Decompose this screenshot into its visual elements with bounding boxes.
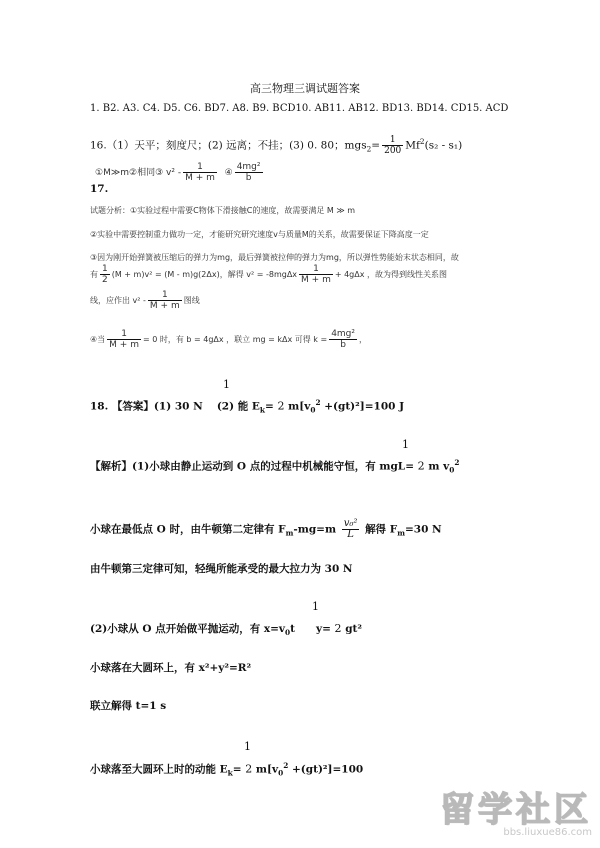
q18-ans-c: m[v	[288, 400, 311, 413]
q17-analysis-line5	[90, 290, 200, 311]
q17-l4-frac-num: 1	[102, 264, 108, 274]
q18-p2-two: 2	[334, 622, 342, 635]
q18-jx-two: 2	[417, 459, 425, 473]
q17-l4-frac	[100, 264, 110, 285]
q18-newton2-a: 小球在最低点 O 时，由牛顿第二定律有 F	[90, 523, 286, 536]
q18-jx-b: m v	[428, 460, 450, 473]
q17-answers	[95, 162, 265, 183]
q18-p2-over: 1	[312, 600, 319, 613]
q18-ans-d: +(gt)²]=100 J	[324, 400, 405, 413]
q16-tail-sup: 2	[419, 137, 425, 146]
q17-frac2-num: 4mg²	[236, 162, 261, 172]
q17-frac1-den: M + m	[185, 173, 215, 183]
q17-l6-frac-num: 1	[107, 329, 141, 340]
q17-frac1-num: 1	[183, 162, 217, 173]
q18-newton2-b: -mg=m	[293, 523, 337, 536]
q17-l6-frac-den: M + m	[109, 340, 139, 350]
q16-fraction	[382, 135, 403, 156]
q16-tail: Mf	[405, 139, 420, 152]
q16-eq: =	[371, 139, 381, 152]
q17-l6-frac	[107, 329, 141, 350]
q17-l6c: ，	[359, 335, 368, 344]
q18-ke-d: +(gt)²]=100	[291, 763, 364, 776]
q17-frac2-den: b	[245, 173, 252, 183]
q18-newton3: 由牛顿第三定律可知，轻绳所能承受的最大拉力为 30 N	[90, 563, 353, 575]
q18-part2: (2)小球从 O 点开始做平抛运动，有 $x=v_0t$ y= 2 gt²	[90, 622, 362, 638]
q18-p2-c: gt²	[345, 623, 362, 635]
q17-analysis-line1: 试题分析：①实验过程中需要C物体下滑接触C的速度，故需要满足 M ≫ m	[90, 206, 356, 215]
q17-analysis-line6	[90, 329, 367, 350]
q18-ke-two: 2	[245, 762, 253, 776]
q17-l6-frac2-num: 4mg²	[331, 329, 356, 339]
q17-l5a: 线，应作出 v² -	[90, 296, 146, 305]
q16-answer	[90, 135, 462, 156]
q16-frac-num: 1	[382, 135, 403, 146]
q18-answer: 18. 【答案】(1) 30 N (2) 能 $E_k= 2$ $m[v_0^2 +(gt)^2]=100$ J	[90, 398, 405, 415]
q17-answers-a: ①M≫m②相同③ v² -	[95, 168, 182, 178]
watermark-logo: 留学社区	[440, 790, 592, 830]
q18-jx-a: 【解析】(1)小球由静止运动到 O 点的过程中机械能守恒，有 mgL=	[90, 460, 414, 473]
q17-l5-frac-den: M + m	[149, 301, 180, 311]
q17-l6-frac2	[329, 329, 357, 350]
q18-ans-two: 2	[277, 399, 285, 413]
q17-label: 17.	[90, 183, 109, 195]
q17-analysis-line2: ②实验中需要控制重力做功一定，才能研究研究速度v与质量M的关系，故需要保证下降高度一定	[90, 230, 429, 239]
q18-ans-b: =	[265, 400, 274, 413]
q17-l6b: = 0 时，有 b = 4gΔx ，联立 mg = kΔx 可得 k =	[142, 335, 328, 344]
q17-l5-frac-num: 1	[148, 290, 182, 301]
page-title: 高三物理三调试题答案	[250, 82, 360, 95]
q18-solve: 联立解得 t=1 s	[90, 700, 167, 712]
q17-l4-frac2	[299, 264, 333, 285]
q18-velocity-fraction	[342, 519, 360, 540]
q18-fracv-num: v₀²	[343, 518, 358, 529]
q17-analysis-line3: ③因为刚开始弹簧被压缩后的弹力为mg，最后弹簧被拉伸的弹力为mg，所以弹性势能始末状态相同，故	[90, 253, 459, 262]
q17-l6-frac2-den: b	[340, 340, 346, 350]
q16-tail2: (s₂ - s₁)	[424, 139, 463, 152]
q17-l5-frac	[148, 290, 182, 311]
q18-fracv-den: L	[347, 529, 354, 540]
q18-p2-a: (2)小球从 O 点开始做平抛运动，有 x=v	[90, 623, 286, 635]
q17-l4-frac-den: 2	[102, 275, 108, 285]
q17-l6a: ④当	[90, 335, 106, 344]
q17-l4-frac2-num: 1	[299, 264, 333, 275]
q18-jx-over: 1	[402, 438, 409, 451]
q18-kinetic-energy: 小球落至大圆环上时的动能 $E_k= 2$ $m[v_0^2 +(gt)^2]=100$	[90, 761, 364, 778]
q18-over-1: 1	[223, 378, 230, 391]
q18-newton2: 小球在最低点 O 时，由牛顿第二定律有 $F_m-mg=m$ $\frac{\text{v₀²}}{L}$ 解得 $F_m=30$ N	[90, 518, 442, 540]
q17-l4c: + 4gΔx ，故为得到线性关系图	[334, 270, 448, 279]
watermark-url: bbs.liuxue86.com	[503, 827, 592, 838]
q17-l4a: 有	[90, 270, 98, 279]
q18-ke-c: m[v	[255, 763, 279, 776]
watermark	[440, 782, 592, 838]
q17-l4-frac2-den: M + m	[301, 275, 331, 285]
multiple-choice-answers: 1. B2. A3. C4. D5. C6. BD7. A8. B9. BCD10. AB11. AB12. BD13. BD14. CD15. ACD	[90, 103, 509, 114]
q18-ke-a: 小球落至大圆环上时的动能 E	[90, 763, 228, 776]
q18-ans-sub: k	[259, 405, 265, 415]
q18-circle: 小球落在大圆环上，有 x²+y²=R²	[90, 662, 252, 674]
q18-ke-over: 1	[244, 740, 251, 753]
q18-analysis-line: 【解析】(1)小球由静止运动到 O 点的过程中机械能守恒，有 mgL= 2 m $v_0^2$	[90, 458, 460, 475]
q16-sub: 2	[366, 144, 372, 154]
q18-ans-a: 18. 【答案】(1) 30 N (2) 能 E	[90, 400, 260, 413]
q17-l5b: 图线	[183, 296, 200, 305]
q17-l4b: (M + m)v² = (M - m)g(2Δx)，解得 v² = -8mgΔx	[111, 270, 298, 279]
q17-fraction-2	[235, 162, 263, 183]
q17-analysis-line4	[90, 264, 447, 285]
q16-frac-den: 200	[384, 146, 402, 156]
q17-fraction-1	[183, 162, 217, 183]
q17-answers-b: ④	[224, 168, 233, 178]
q18-ke-b: =	[232, 763, 242, 776]
q18-newton2-c: 解得 F	[365, 523, 398, 536]
q18-newton2-d: =30 N	[404, 523, 442, 536]
q16-text: 16.（1）天平；刻度尺；(2) 远离；不挂；(3) 0. 80；mgs	[90, 139, 367, 152]
q18-p2-b: t y=	[290, 623, 331, 635]
